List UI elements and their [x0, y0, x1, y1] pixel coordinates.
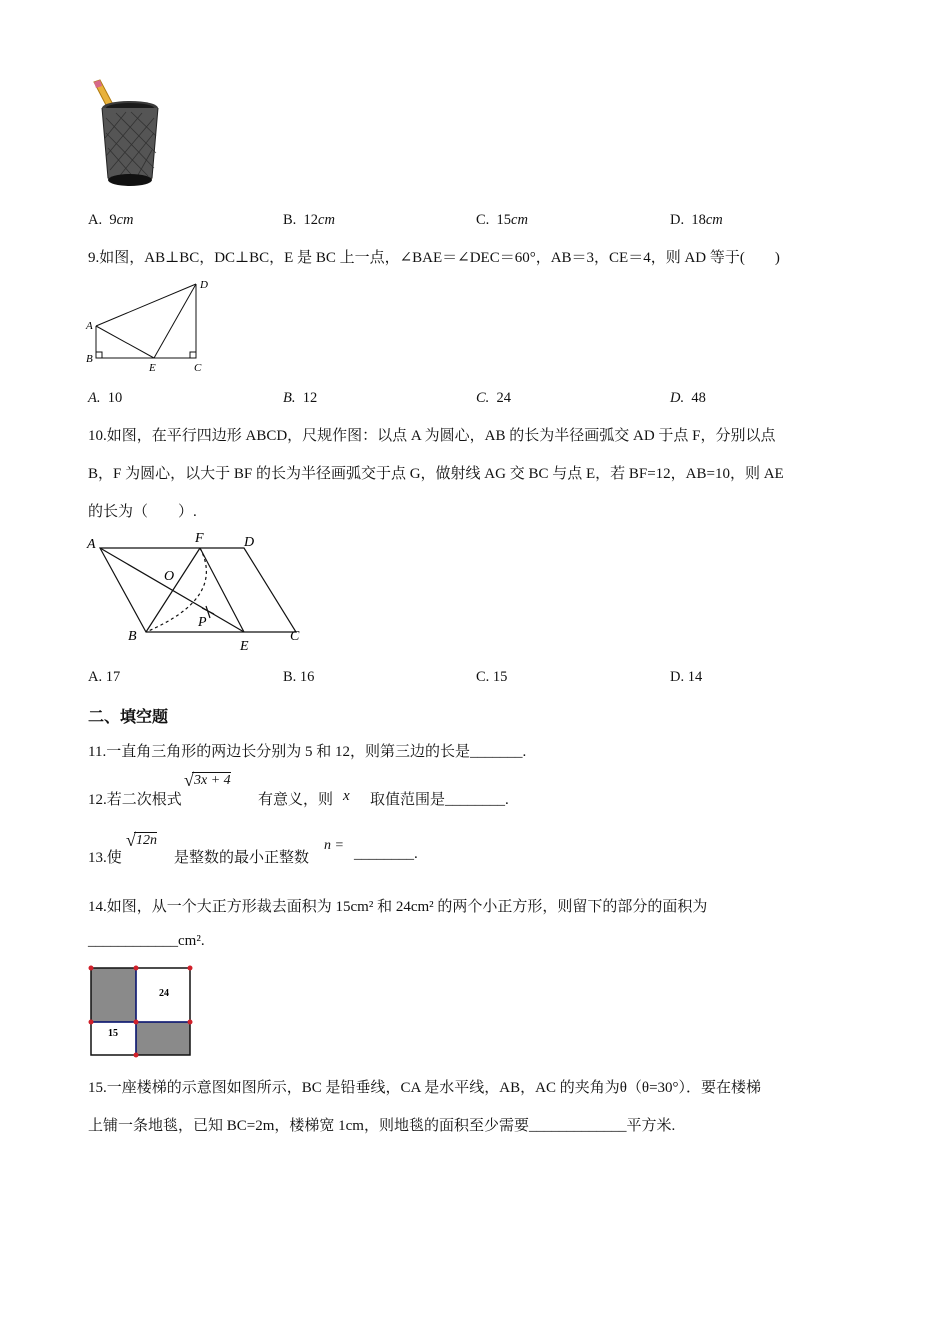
q8-option-a[interactable]: A. 9cm [88, 212, 134, 228]
q8-option-b[interactable]: B. 12cm [283, 212, 335, 228]
q13-radical: 12n [136, 833, 157, 848]
section-title: 二、填空题 [88, 707, 169, 726]
q9-figure [84, 276, 214, 374]
q8-option-d[interactable]: D. 18cm [670, 212, 723, 228]
q10-label-o: O [164, 569, 175, 584]
q10-label-p: P [198, 615, 207, 630]
q9-option-a[interactable]: A. 10 [88, 390, 123, 406]
q14-line2: ____________cm². [88, 933, 205, 949]
q10-option-a[interactable]: A. 17 [88, 669, 121, 685]
q9-option-b[interactable]: B. 12 [283, 390, 318, 406]
q9-label-d: D [200, 279, 208, 291]
q14-line1: 14.如图，从一个大正方形裁去面积为 15cm² 和 24cm² 的两个小正方形，则留下的部分的面积为 [88, 899, 708, 915]
q14-label-24: 24 [159, 988, 169, 999]
q10-stem-line1: 10.如图，在平行四边形 ABCD，尺规作图：以点 A 为圆心，AB 的长为半径画弧交 AD 于点 F，分别以点 [88, 428, 776, 444]
q15-line2: 上铺一条地毯，已知 BC=2m，楼梯宽 1cm，则地毯的面积至少需要_____________平方米. [88, 1118, 676, 1134]
q9-label-b: B [86, 353, 93, 365]
q10-label-a: A [87, 537, 96, 552]
q10-stem-line3: 的长为（ ）. [88, 504, 197, 520]
q10-stem-line2: B，F 为圆心，以大于 BF 的长为半径画弧交于点 G，做射线 AG 交 BC 与点 E，若 BF=12，AB=10，则 AE [88, 466, 784, 482]
mesh-cup-icon [102, 101, 158, 186]
q10-label-b: B [128, 629, 137, 644]
q9-option-c[interactable]: C. 24 [476, 390, 512, 406]
q10-option-b[interactable]: B. 16 [283, 669, 315, 685]
q9-label-c: C [194, 362, 202, 374]
q15-line1: 15.一座楼梯的示意图如图所示，BC 是铅垂线，CA 是水平线，AB，AC 的夹角为θ（θ=30°）．要在楼梯 [88, 1080, 762, 1096]
q12-radical: 3x + 4 [194, 773, 231, 788]
q9-option-d[interactable]: D. 48 [670, 390, 706, 406]
q14-figure [86, 964, 196, 1058]
q9-stem: 9.如图，AB⊥BC，DC⊥BC，E 是 BC 上一点，∠BAE＝∠DEC＝60°，AB＝3，CE＝4，则 AD 等于( ) [88, 250, 780, 266]
pencil-holder-image [86, 78, 166, 196]
q10-figure [84, 528, 306, 656]
q10-label-d: D [244, 535, 255, 550]
q8-option-c[interactable]: C. 15cm [476, 212, 528, 228]
q9-label-e: E [149, 362, 156, 374]
q11-text: 11.一直角三角形的两边长分别为 5 和 12，则第三边的长是_______. [88, 744, 527, 760]
q10-label-f: F [195, 531, 204, 546]
q10-label-e: E [240, 639, 249, 654]
q10-option-d[interactable]: D. 14 [670, 669, 703, 685]
q10-option-c[interactable]: C. 15 [476, 669, 508, 685]
q10-label-c: C [290, 629, 300, 644]
q14-label-15: 15 [108, 1028, 118, 1039]
q9-label-a: A [86, 320, 93, 332]
